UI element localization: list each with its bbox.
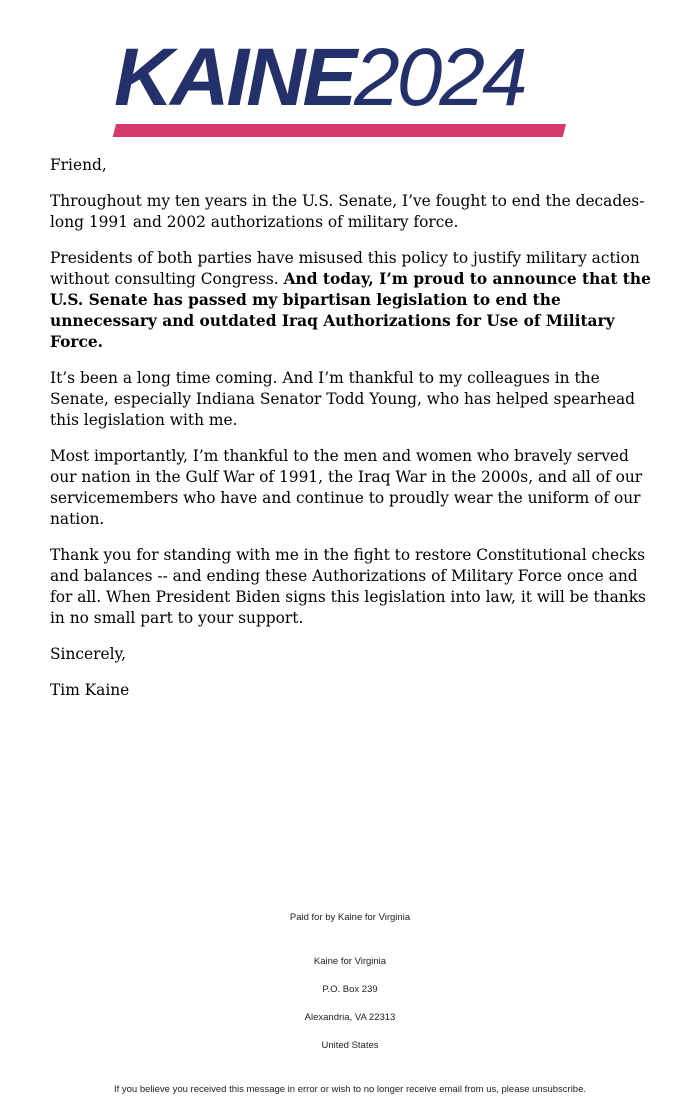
- letter-paragraph-1: Throughout my ten years in the U.S. Senate, I’ve fought to end the decades-long 1991 and 2002 authorizations of military force.: [50, 192, 645, 231]
- letter-paragraph-5: Thank you for standing with me in the fight to restore Constitutional checks and balances -- and ending these Authorizations of Military Force once and for all. When President Biden signs this legislation into law, it will be thanks in no small part to your support.: [50, 546, 646, 627]
- letter-paragraph-4: Most importantly, I’m thankful to the men and women who bravely served our nation in the Gulf War of 1991, the Iraq War in the 2000s, and all of our servicemembers who have and continue to proudly wear the uniform of our nation.: [50, 447, 643, 528]
- letter-signature: Tim Kaine: [50, 681, 130, 699]
- logo-name: KAINE: [114, 32, 355, 123]
- letter-paragraph-2: [50, 248, 652, 353]
- logo-wordmark: [114, 32, 525, 123]
- footer-po-box: P.O. Box 239: [322, 984, 378, 995]
- logo-year: 2024: [354, 32, 525, 123]
- footer-unsubscribe-notice[interactable]: If you believe you received this message in error or wish to no longer receive email from us, please unsubscribe.: [113, 1084, 587, 1095]
- footer-city-state-zip: Alexandria, VA 22313: [304, 1012, 396, 1023]
- letter-closing: Sincerely,: [50, 645, 127, 663]
- letter-paragraph-2-text: Presidents of both parties have misused this policy to justify military action without consulting Congress.: [50, 249, 640, 288]
- footer-country: United States: [321, 1040, 379, 1051]
- letter-paragraph-2-bold: And today, I’m proud to announce that the U.S. Senate has passed my bipartisan legislation to end the unnecessary and outdated Iraq Authorizations for Use of Military Force.: [50, 270, 651, 351]
- letter-body: [50, 155, 652, 716]
- kaine-2024-logo: [114, 32, 584, 140]
- letter-paragraph-3: It’s been a long time coming. And I’m thankful to my colleagues in the Senate, especially Indiana Senator Todd Young, who has helped spearhead this legislation with me.: [50, 369, 635, 429]
- footer-paid-for: Paid for by Kaine for Virginia: [289, 912, 411, 923]
- letter-greeting: Friend,: [50, 156, 107, 174]
- footer-org-name: Kaine for Virginia: [313, 956, 387, 967]
- logo-underline-bar: [113, 124, 566, 137]
